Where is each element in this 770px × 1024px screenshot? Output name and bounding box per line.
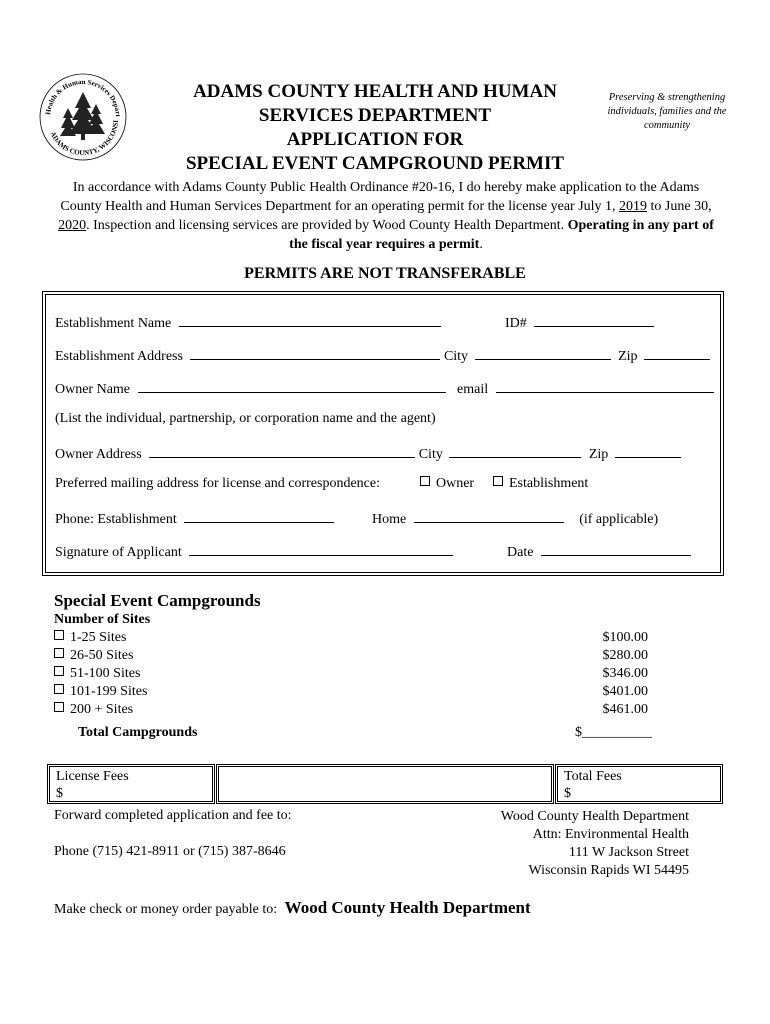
tier-4-checkbox[interactable] xyxy=(54,684,64,694)
svg-text:Health & Human Services Depart: Health & Human Services Depart xyxy=(44,77,123,117)
owner-name-field[interactable] xyxy=(138,378,446,393)
owner-zip-field[interactable] xyxy=(615,443,681,458)
mailing-address xyxy=(400,808,689,880)
tier-2-checkbox[interactable] xyxy=(54,648,64,658)
tier-5-label: 200 + Sites xyxy=(70,702,134,717)
tier-3-label: 51-100 Sites xyxy=(70,666,141,681)
tier-3-price: $346.00 xyxy=(602,666,648,681)
owner-address-field[interactable] xyxy=(149,443,415,458)
motto-line-2: individuals, families and the xyxy=(607,106,727,117)
not-transferable-notice: PERMITS ARE NOT TRANSFERABLE xyxy=(244,265,526,282)
tier-3-checkbox[interactable] xyxy=(54,666,64,676)
tier-2-label: 26-50 Sites xyxy=(70,648,134,663)
license-fees-box[interactable] xyxy=(47,764,215,804)
total-fees-label: Total Fees xyxy=(564,769,622,784)
county-logo xyxy=(38,72,128,162)
intro-year-start: 2019 xyxy=(619,199,648,214)
site-tier-1[interactable] xyxy=(54,629,126,647)
license-fees-label: License Fees xyxy=(56,769,129,784)
establishment-option-label: Establishment xyxy=(509,476,589,491)
tier-5-price: $461.00 xyxy=(602,702,648,717)
title-line-1: ADAMS COUNTY HEALTH AND HUMAN xyxy=(193,81,557,102)
establishment-city-field[interactable] xyxy=(475,345,611,360)
tier-4-label: 101-199 Sites xyxy=(70,684,148,699)
intro-text-1: In accordance with Adams County Public Health Ordinance #20-16, I do hereby make application to the Adams County Health and Human Services Department for an operating permit for the license year July 1, xyxy=(60,180,700,214)
signature-label: Signature of Applicant xyxy=(55,545,182,560)
owner-city-field[interactable] xyxy=(449,443,581,458)
id-row xyxy=(505,312,654,333)
fees-middle-box xyxy=(216,764,554,804)
intro-bold-text: Operating in any part of the fiscal year requires a permit xyxy=(289,218,714,252)
payable-label: Make check or money order payable to: xyxy=(54,902,278,917)
owner-option-label: Owner xyxy=(436,476,475,491)
owner-name-row xyxy=(55,378,714,399)
phone-home-field[interactable] xyxy=(414,508,564,523)
phone-home-row xyxy=(372,508,658,529)
if-applicable-note: (if applicable) xyxy=(579,512,659,527)
signature-row xyxy=(55,541,453,562)
license-fees-currency: $ xyxy=(56,786,63,801)
establishment-name-label: Establishment Name xyxy=(55,316,172,331)
email-field[interactable] xyxy=(496,378,714,393)
establishment-address-field[interactable] xyxy=(190,345,440,360)
payable-line xyxy=(54,898,531,918)
owner-checkbox[interactable] xyxy=(420,476,430,486)
date-field[interactable] xyxy=(541,541,691,556)
owner-city-label: City xyxy=(418,447,443,462)
phone-establishment-label: Phone: Establishment xyxy=(55,512,177,527)
establishment-checkbox[interactable] xyxy=(493,476,503,486)
phone-establishment-field[interactable] xyxy=(184,508,334,523)
tier-1-price: $100.00 xyxy=(602,630,648,645)
document-title xyxy=(160,80,590,176)
title-line-2: SERVICES DEPARTMENT xyxy=(258,105,492,126)
total-campgrounds-label: Total Campgrounds xyxy=(78,725,198,740)
establishment-name-field[interactable] xyxy=(179,312,441,327)
owner-zip-label: Zip xyxy=(588,447,609,462)
motto xyxy=(596,91,738,133)
forward-instruction: Forward completed application and fee to: xyxy=(54,808,292,823)
email-label: email xyxy=(457,382,489,397)
establishment-city-label: City xyxy=(443,349,469,364)
site-tier-4[interactable] xyxy=(54,683,147,701)
establishment-option[interactable] xyxy=(493,475,588,493)
owner-address-row xyxy=(55,443,681,464)
title-line-3: APPLICATION FOR xyxy=(286,129,464,150)
total-campgrounds-field[interactable]: $__________ xyxy=(575,725,652,740)
tier-2-price: $280.00 xyxy=(602,648,648,663)
intro-end: . xyxy=(479,237,483,252)
contact-phone: Phone (715) 421-8911 or (715) 387-8646 xyxy=(54,844,286,859)
address-line-3: 111 W Jackson Street xyxy=(568,845,689,860)
tier-5-checkbox[interactable] xyxy=(54,702,64,712)
address-line-1: Wood County Health Department xyxy=(500,809,689,824)
intro-text-2: to June 30, xyxy=(647,199,712,214)
site-tier-2[interactable] xyxy=(54,647,133,665)
date-row xyxy=(507,541,691,562)
id-label: ID# xyxy=(505,316,527,331)
tier-1-checkbox[interactable] xyxy=(54,630,64,640)
total-fees-currency: $ xyxy=(564,786,571,801)
establishment-zip-field[interactable] xyxy=(644,345,710,360)
phone-home-label: Home xyxy=(372,512,407,527)
svg-text:ADAMS COUNTY, WISCONSIN: ADAMS COUNTY, WISCONSI xyxy=(48,119,121,158)
number-of-sites-heading: Number of Sites xyxy=(54,612,151,627)
intro-paragraph xyxy=(58,178,714,254)
preferred-mailing-label: Preferred mailing address for license and correspondence: xyxy=(55,476,380,491)
establishment-zip-label: Zip xyxy=(618,349,638,364)
owner-name-label: Owner Name xyxy=(55,382,131,397)
site-tier-5[interactable] xyxy=(54,701,133,719)
phone-establishment-row xyxy=(55,508,334,529)
site-tier-3[interactable] xyxy=(54,665,140,683)
date-label: Date xyxy=(507,545,534,560)
owner-address-label: Owner Address xyxy=(55,447,142,462)
applicant-info-box xyxy=(42,291,724,576)
list-note: (List the individual, partnership, or corporation name and the agent) xyxy=(55,411,436,426)
owner-option[interactable] xyxy=(420,475,474,493)
intro-year-end: 2020 xyxy=(58,218,87,233)
tier-4-price: $401.00 xyxy=(602,684,648,699)
tier-1-label: 1-25 Sites xyxy=(70,630,127,645)
signature-field[interactable] xyxy=(189,541,453,556)
total-fees-box[interactable] xyxy=(555,764,723,804)
intro-text-3: . Inspection and licensing services are provided by Wood County Health Department. xyxy=(86,218,568,233)
motto-line-3: community xyxy=(643,120,691,131)
id-field[interactable] xyxy=(534,312,654,327)
campgrounds-section-title: Special Event Campgrounds xyxy=(54,591,261,610)
establishment-address-row xyxy=(55,345,710,366)
establishment-address-label: Establishment Address xyxy=(55,349,183,364)
payee-name: Wood County Health Department xyxy=(284,898,531,917)
address-line-2: Attn: Environmental Health xyxy=(532,827,689,842)
address-line-4: Wisconsin Rapids WI 54495 xyxy=(528,863,689,878)
motto-line-1: Preserving & strengthening xyxy=(608,92,726,103)
title-line-4: SPECIAL EVENT CAMPGROUND PERMIT xyxy=(185,153,565,174)
establishment-name-row xyxy=(55,312,441,333)
